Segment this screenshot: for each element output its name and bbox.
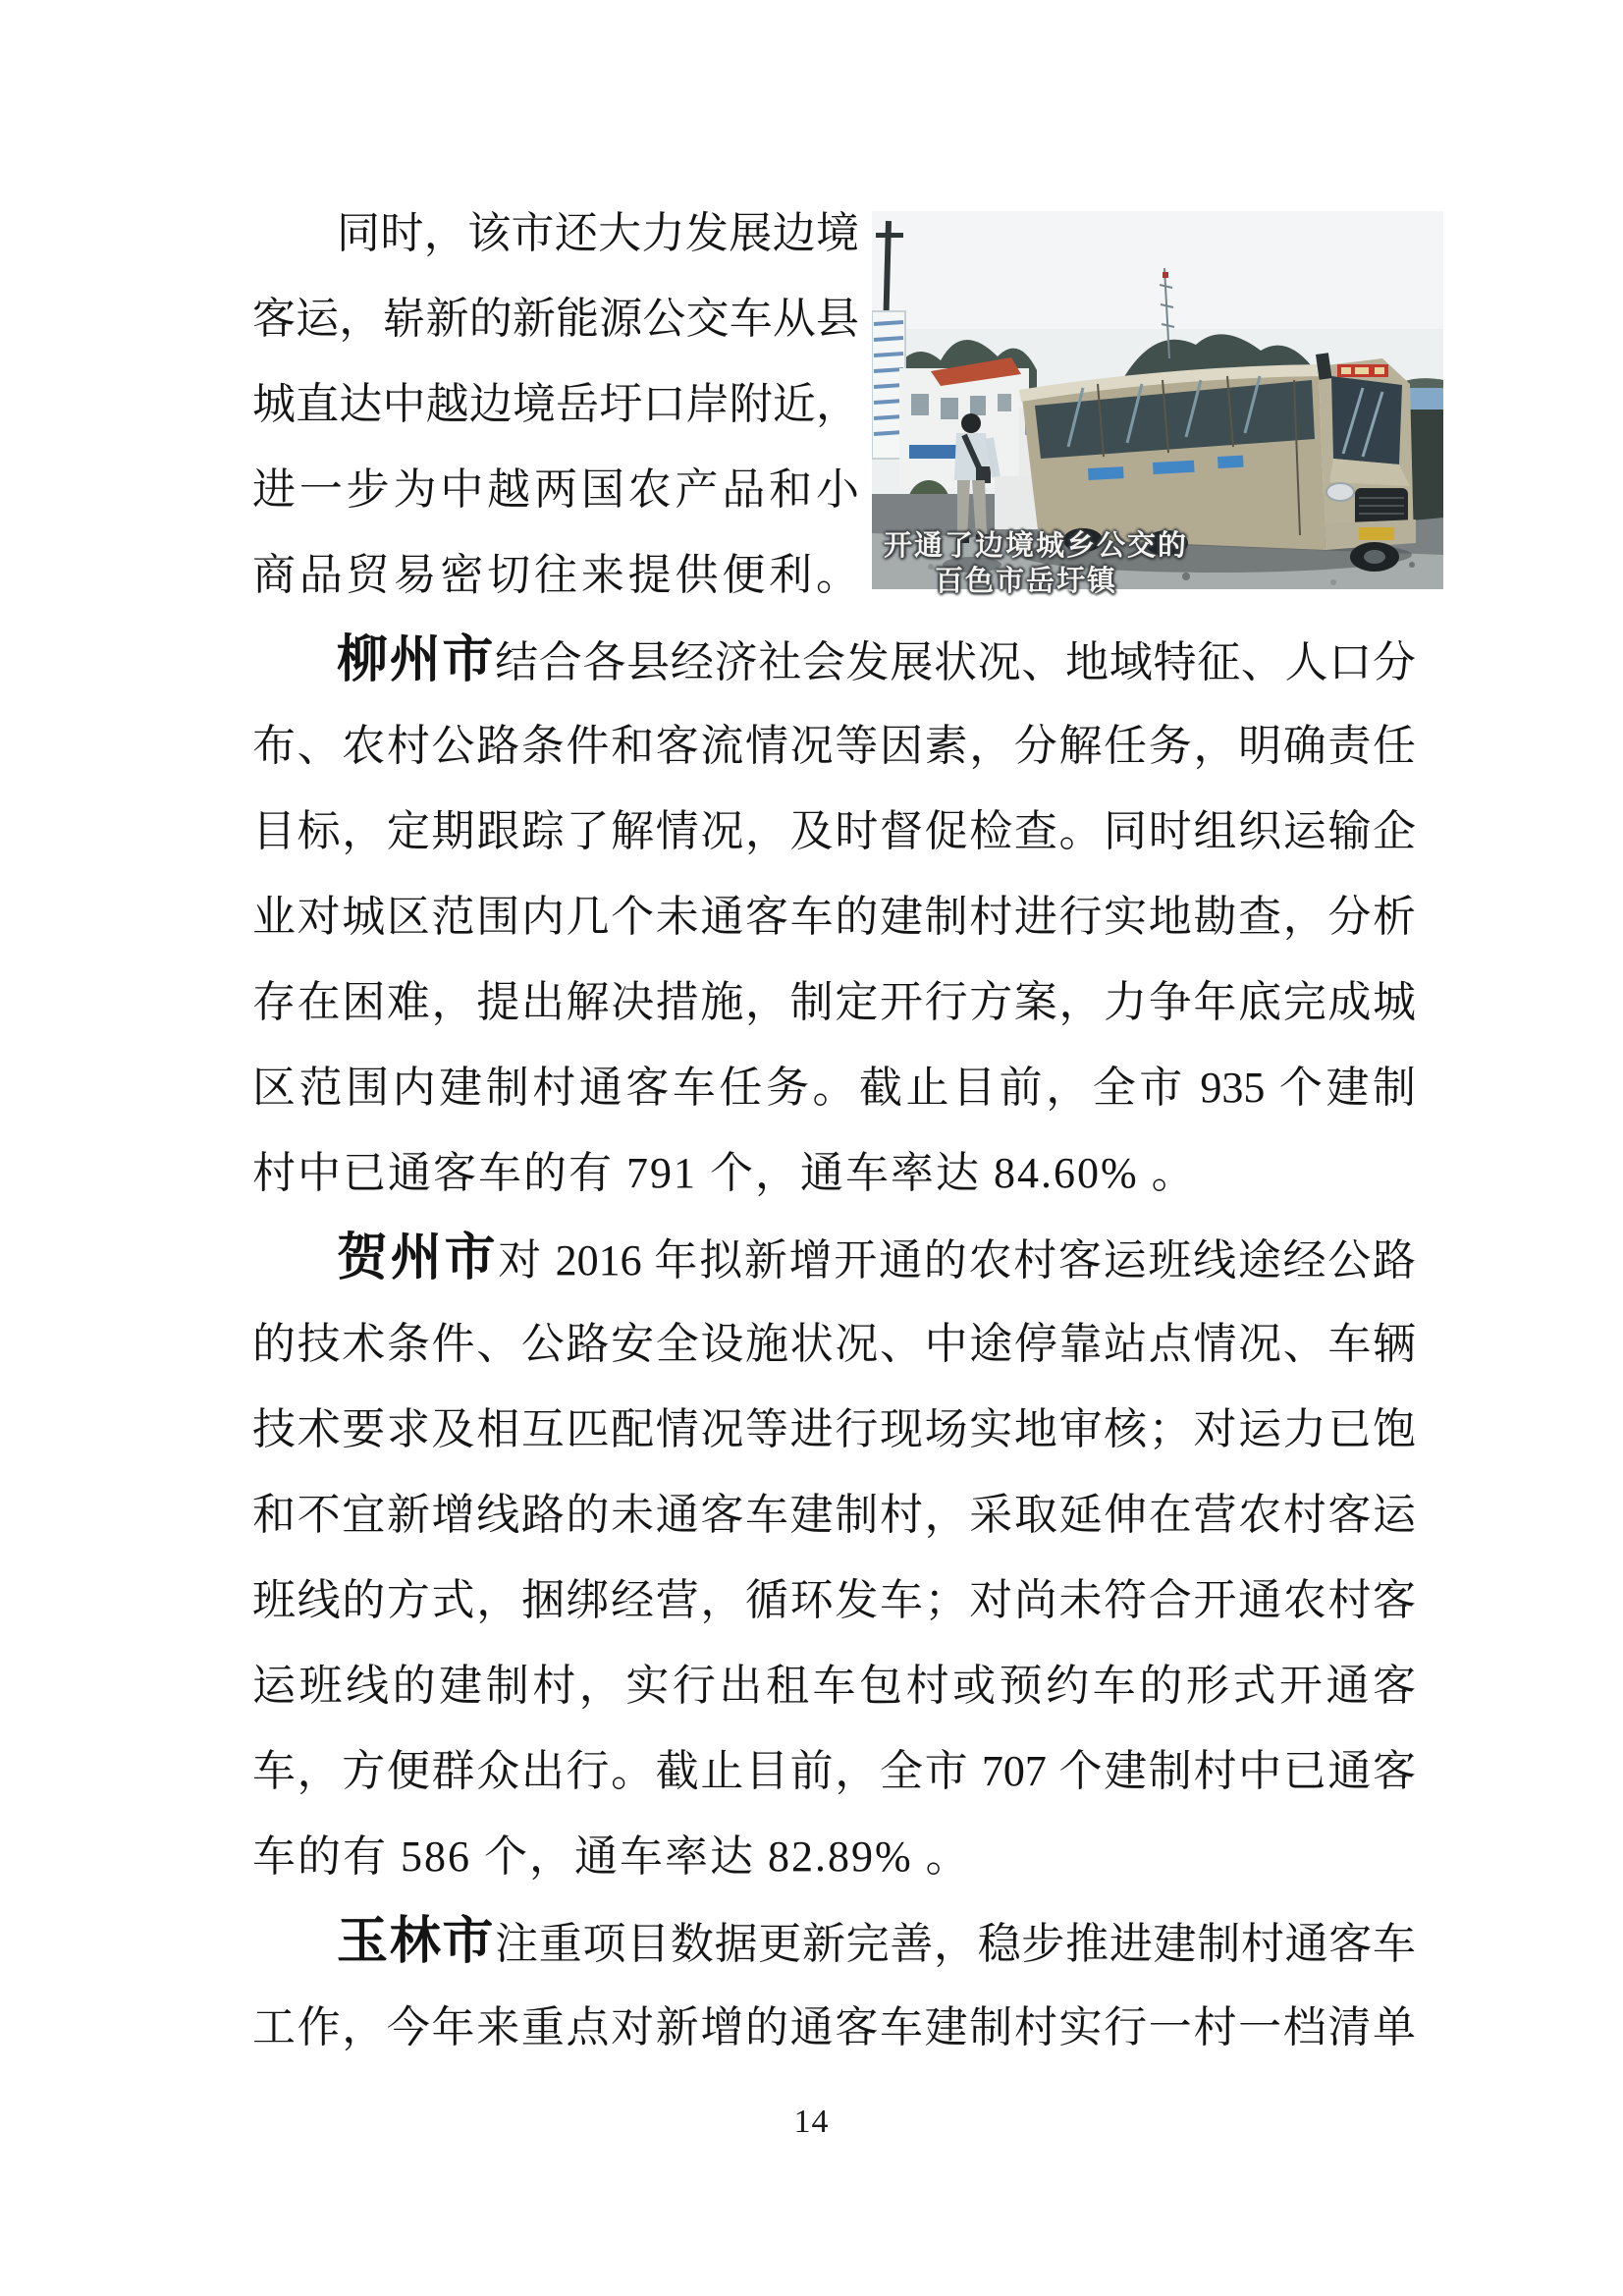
text-line: 的技术条件、公路安全设施状况、中途停靠站点情况、车辆: [252, 1320, 1416, 1368]
photo-caption-line1: 开通了边境城乡公交的: [884, 530, 1189, 562]
text-line: 玉林市注重项目数据更新完善，稳步推进建制村通客车: [337, 1914, 1416, 1970]
text-line: 区范围内建制村通客车任务。截止目前，全市 935 个建制: [252, 1064, 1416, 1112]
text-line: 进一步为中越两国农产品和小: [252, 465, 859, 514]
text-line: 车，方便群众出行。截止目前，全市 707 个建制村中已通客: [252, 1747, 1416, 1795]
text-line: 商品贸易密切往来提供便利。: [252, 551, 859, 599]
text-line: 贺州市对 2016 年拟新增开通的农村客运班线途经公路: [337, 1230, 1416, 1286]
text-line: 车的有 586 个，通车率达 82.89% 。: [252, 1832, 971, 1881]
text-line: 业对城区范围内几个未通客车的建制村进行实地勘查，分析: [252, 893, 1416, 941]
text-line: 目标，定期跟踪了解情况，及时督促检查。同时组织运输企: [252, 807, 1416, 855]
text-line: 同时，该市还大力发展边境: [337, 209, 859, 257]
photo-caption-line2: 百色市岳圩镇: [935, 566, 1118, 597]
text-line: 客运，崭新的新能源公交车从县: [252, 295, 859, 343]
text-line: 和不宜新增线路的未通客车建制村，采取延伸在营农村客运: [252, 1491, 1416, 1539]
text-line: 工作，今年来重点对新增的通客车建制村实行一村一档清单: [252, 2003, 1416, 2051]
bus-photo-image: [872, 211, 1443, 589]
bus: [1019, 353, 1416, 573]
text-line: 村中已通客车的有 791 个，通车率达 84.60% 。: [252, 1149, 1197, 1197]
text-line: 班线的方式，捆绑经营，循环发车；对尚未符合开通农村客: [252, 1576, 1416, 1624]
text-line: 城直达中越边境岳圩口岸附近，: [252, 380, 859, 428]
city-name-bold: 柳州市: [337, 632, 496, 688]
city-name-bold: 玉林市: [337, 1914, 496, 1970]
text-line: 存在困难，提出解决措施，制定开行方案，力争年底完成城: [252, 978, 1416, 1026]
text-line: 布、农村公路条件和客流情况等因素，分解任务，明确责任: [252, 722, 1416, 770]
bus-photo: [872, 211, 1443, 597]
text-line: 运班线的建制村，实行出租车包村或预约车的形式开通客: [252, 1662, 1416, 1710]
text-line: 柳州市结合各县经济社会发展状况、地域特征、人口分: [337, 632, 1416, 688]
text-line: 技术要求及相互匹配情况等进行现场实地审核；对运力已饱: [252, 1405, 1416, 1453]
city-name-bold: 贺州市: [337, 1230, 499, 1286]
page-number: 14: [793, 2104, 830, 2140]
